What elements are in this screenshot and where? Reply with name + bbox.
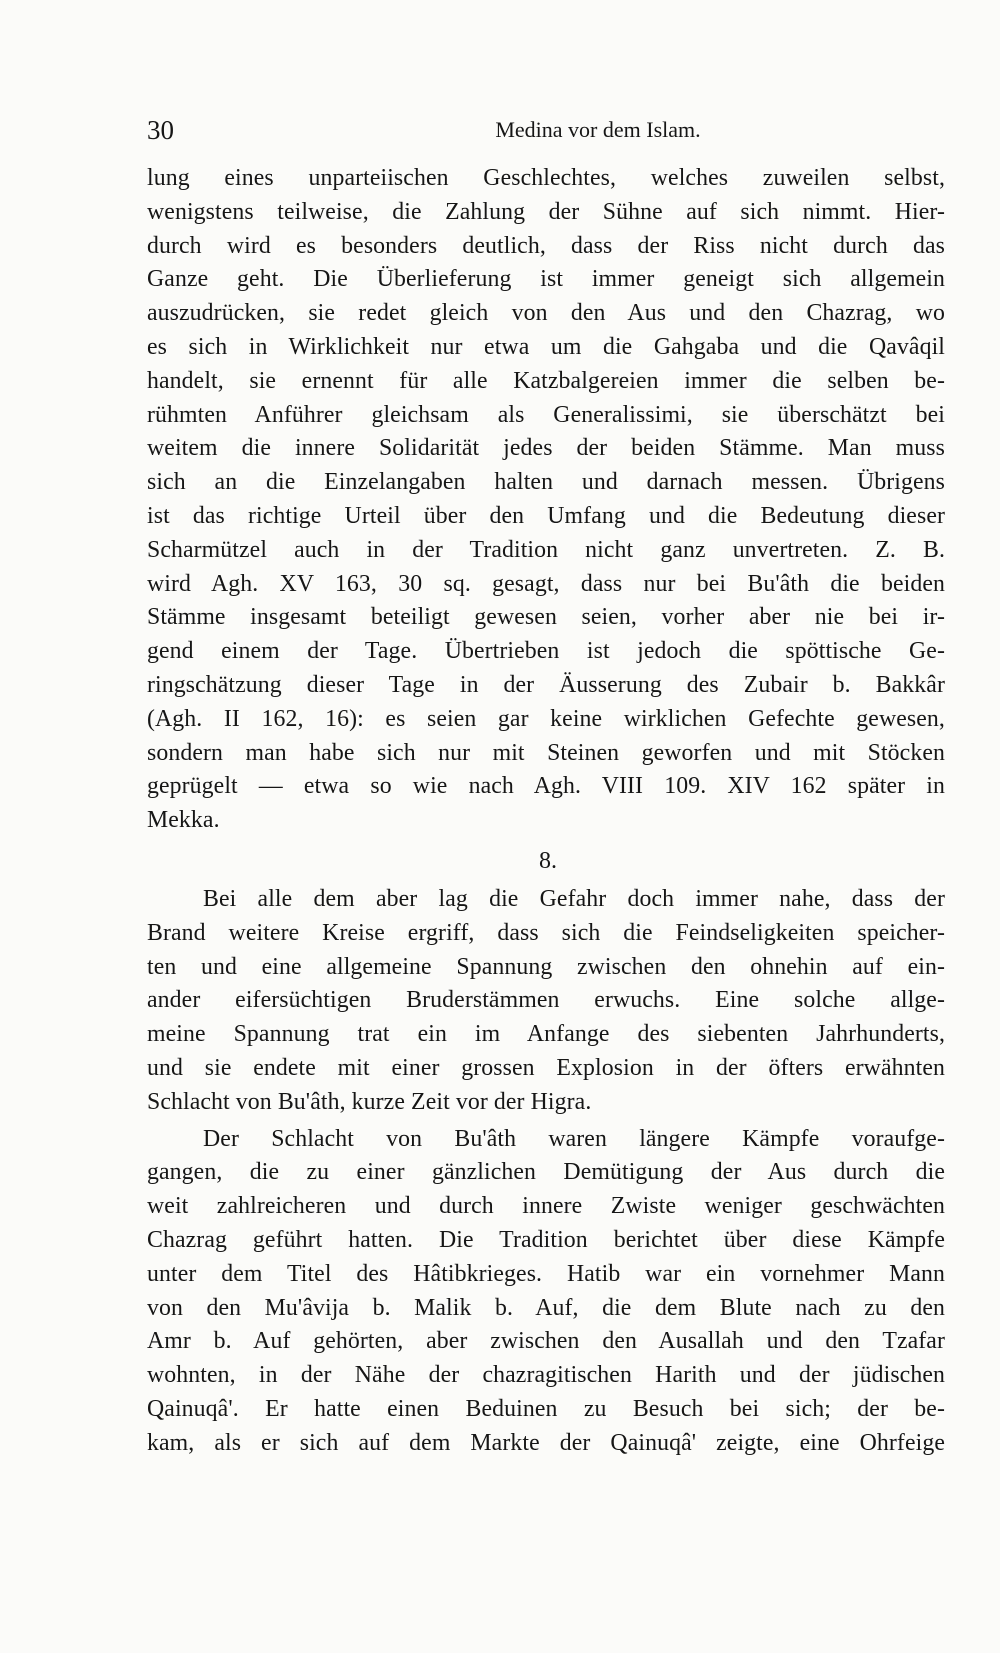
text-line: sich an die Einzelangaben halten und darnach messen. Übrigens [147, 469, 945, 496]
text-line: geprügelt — etwa so wie nach Agh. VIII 109. XIV 162 später in [147, 773, 945, 800]
text-line: Ganze geht. Die Überlieferung ist immer geneigt sich allgemein [147, 266, 945, 293]
text-line: weitem die innere Solidarität jedes der beiden Stämme. Man muss [147, 435, 945, 462]
text-line: wird Agh. XV 163, 30 sq. gesagt, dass nur bei Bu'âth die beiden [147, 570, 945, 597]
text-line: wenigstens teilweise, die Zahlung der Sühne auf sich nimmt. Hier- [147, 198, 945, 225]
text-line: kam, als er sich auf dem Markte der Qainuqâ' zeigte, eine Ohrfeige [147, 1429, 945, 1456]
running-title: Medina vor dem Islam. [495, 117, 701, 142]
text-line: es sich in Wirklichkeit nur etwa um die Gahgaba und die Qavâqil [147, 333, 945, 360]
paragraph-2 [147, 883, 945, 1120]
text-line: Der Schlacht von Bu'âth waren längere Kämpfe voraufge- [203, 1125, 945, 1152]
page-content [147, 110, 945, 1460]
text-line: meine Spannung trat ein im Anfange des siebenten Jahrhunderts, [147, 1021, 945, 1048]
text-line: gangen, die zu einer gänzlichen Demütigung der Aus durch die [147, 1159, 945, 1186]
text-line: ten und eine allgemeine Spannung zwischen den ohnehin auf ein- [147, 953, 945, 980]
text-line: Stämme insgesamt beteiligt gewesen seien, vorher aber nie bei ir- [147, 604, 945, 631]
text-line: Scharmützel auch in der Tradition nicht ganz unvertreten. Z. B. [147, 536, 945, 563]
text-line: (Agh. II 162, 16): es seien gar keine wirklichen Gefechte gewesen, [147, 705, 945, 732]
text-line: Amr b. Auf gehörten, aber zwischen den Ausallah und den Tzafar [147, 1328, 945, 1355]
text-line: weit zahlreicheren und durch innere Zwiste weniger geschwächten [147, 1193, 945, 1220]
body-text [147, 162, 945, 1460]
text-line: sondern man habe sich nur mit Steinen geworfen und mit Stöcken [147, 739, 945, 766]
text-line: Schlacht von Bu'âth, kurze Zeit vor der Higra. [147, 1088, 592, 1115]
paragraph-3 [147, 1123, 945, 1461]
text-line: von den Mu'âvija b. Malik b. Auf, die dem Blute nach zu den [147, 1294, 945, 1321]
text-line: lung eines unparteiischen Geschlechtes, welches zuweilen selbst, [147, 165, 945, 191]
text-line: ander eifersüchtigen Bruderstämmen erwuchs. Eine solche allge- [147, 987, 945, 1014]
text-line: rühmten Anführer gleichsam als Generalissimi, sie überschätzt bei [147, 401, 945, 428]
page-header [147, 110, 945, 150]
section-number: 8. [539, 847, 557, 874]
paragraph-1 [147, 162, 945, 838]
text-line: Bei alle dem aber lag die Gefahr doch immer nahe, dass der [203, 885, 945, 912]
text-line: gend einem der Tage. Übertrieben ist jedoch die spöttische Ge- [147, 638, 945, 665]
text-line: durch wird es besonders deutlich, dass der Riss nicht durch das [147, 232, 945, 259]
text-line: handelt, sie ernennt für alle Katzbalgereien immer die selben be- [147, 367, 945, 394]
text-line: ist das richtige Urteil über den Umfang und die Bedeutung dieser [147, 502, 945, 529]
text-line: Mekka. [147, 807, 220, 834]
text-line: Qainuqâ'. Er hatte einen Beduinen zu Besuch bei sich; der be- [147, 1395, 945, 1422]
text-line: Chazrag geführt hatten. Die Tradition berichtet über diese Kämpfe [147, 1226, 945, 1253]
page-number: 30 [147, 115, 174, 145]
text-line: unter dem Titel des Hâtibkrieges. Hatib war ein vornehmer Mann [147, 1260, 945, 1287]
text-line: auszudrücken, sie redet gleich von den Aus und den Chazrag, wo [147, 300, 945, 327]
text-line: und sie endete mit einer grossen Explosion in der öfters erwähnten [147, 1054, 945, 1081]
text-line: ringschätzung dieser Tage in der Äusserung des Zubair b. Bakkâr [147, 671, 945, 698]
text-line: wohnten, in der Nähe der chazragitischen Harith und der jüdischen [147, 1362, 945, 1389]
text-line: Brand weitere Kreise ergriff, dass sich die Feindseligkeiten speicher- [147, 919, 945, 946]
